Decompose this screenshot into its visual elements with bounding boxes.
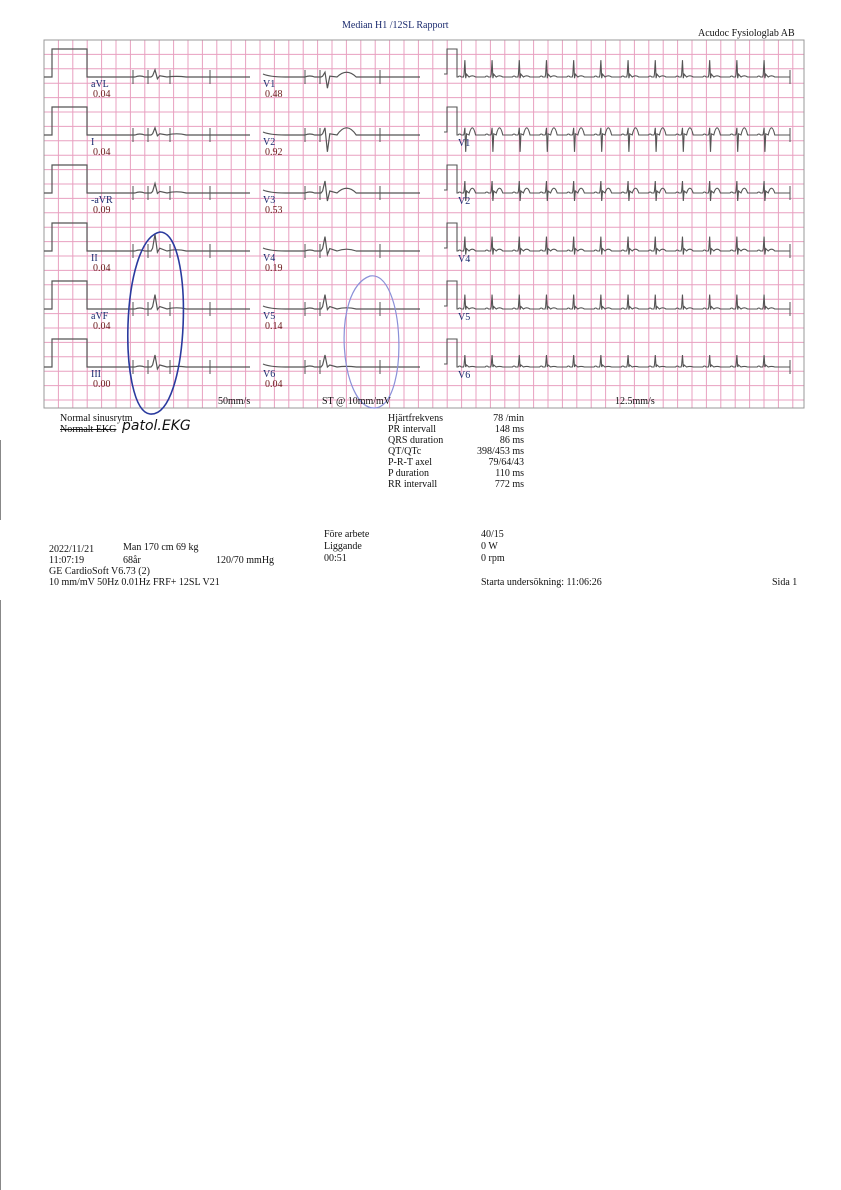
grid-border bbox=[44, 40, 804, 408]
st-value: 0.04 bbox=[93, 321, 111, 332]
st-value: 0.09 bbox=[93, 205, 111, 216]
lead-label: V2 bbox=[263, 137, 276, 148]
rhythm-strip-trace bbox=[444, 49, 790, 78]
exam-start: Starta undersökning: 11:06:26 bbox=[481, 577, 602, 588]
handwritten-note: patol.EKG bbox=[122, 418, 191, 434]
median-speed-label: 50mm/s bbox=[218, 396, 251, 407]
report-title: Median H1 /12SL Rapport bbox=[342, 20, 449, 31]
median-trace-chest bbox=[263, 295, 420, 310]
median-trace-chest bbox=[263, 128, 420, 152]
lead-label: I bbox=[91, 137, 95, 148]
lead-label: aVF bbox=[91, 311, 109, 322]
rhythm-strip-trace bbox=[444, 165, 790, 201]
measurement-label: Hjärtfrekvens bbox=[388, 413, 443, 424]
exam-date: 2022/11/21 bbox=[49, 544, 95, 555]
stage-elapsed: 00:51 bbox=[324, 553, 347, 564]
lead-label: V6 bbox=[263, 369, 276, 380]
filter-settings: 10 mm/mV 50Hz 0.01Hz FRF+ 12SL V21 bbox=[49, 577, 220, 588]
rhythm-lead-label: V6 bbox=[458, 370, 471, 381]
rhythm-lead-label: V5 bbox=[458, 312, 471, 323]
rhythm-lead-label: V1 bbox=[458, 138, 471, 149]
measurement-value: 110 ms bbox=[495, 468, 524, 479]
measurement-label: RR intervall bbox=[388, 479, 438, 490]
rhythm-strip-trace bbox=[444, 339, 790, 367]
software-version: GE CardioSoft V6.73 (2) bbox=[49, 566, 150, 577]
rhythm-lead-label: V4 bbox=[458, 254, 471, 265]
measurement-value: 86 ms bbox=[499, 435, 524, 446]
median-trace-chest bbox=[263, 72, 420, 88]
st-value: 0.53 bbox=[265, 205, 283, 216]
measurement-value: 79/64/43 bbox=[488, 457, 524, 468]
measurement-value: 398/453 ms bbox=[477, 446, 524, 457]
st-value: 0.04 bbox=[93, 147, 111, 158]
measurement-label: P-R-T axel bbox=[388, 457, 432, 468]
st-value: 0.04 bbox=[93, 89, 111, 100]
median-trace-limb bbox=[44, 49, 250, 79]
stage-rpm: 0 rpm bbox=[481, 553, 505, 564]
st-value: 0.14 bbox=[265, 321, 283, 332]
stage-load: 0 W bbox=[481, 541, 498, 552]
median-trace-limb bbox=[44, 107, 250, 136]
median-trace-chest bbox=[263, 237, 420, 255]
blood-pressure: 120/70 mmHg bbox=[216, 555, 275, 566]
lab-name: Acudoc Fysiologlab AB bbox=[698, 28, 795, 39]
st-label: ST @ 10mm/mV bbox=[322, 396, 392, 407]
rhythm-lead-label: V2 bbox=[458, 196, 471, 207]
patient-sex-height-weight: Man 170 cm 69 kg bbox=[123, 542, 199, 553]
scan-edge-mark bbox=[0, 600, 1, 1190]
rhythm-strip-trace bbox=[444, 223, 790, 255]
stage-bp: 40/15 bbox=[481, 529, 504, 540]
interpretation-line1: Normal sinusrytm bbox=[60, 413, 133, 424]
st-value: 0.04 bbox=[93, 263, 111, 274]
measurement-value: 148 ms bbox=[494, 424, 524, 435]
measurement-label: QRS duration bbox=[388, 435, 444, 446]
measurement-value: 78 /min bbox=[493, 413, 524, 424]
measurement-label: QT/QTc bbox=[388, 446, 422, 457]
scan-edge-mark bbox=[0, 440, 1, 520]
ecg-grid bbox=[0, 0, 841, 420]
st-value: 0.00 bbox=[93, 379, 111, 390]
handwritten-circle-limb bbox=[128, 232, 184, 414]
lead-label: V4 bbox=[263, 253, 276, 264]
st-value: 0.04 bbox=[265, 379, 283, 390]
interpretation-struck: Normalt EKG bbox=[60, 424, 117, 435]
patient-age: 68år bbox=[123, 555, 141, 566]
lead-label: V1 bbox=[263, 79, 276, 90]
st-value: 0.19 bbox=[265, 263, 283, 274]
rhythm-strip-trace bbox=[444, 107, 790, 152]
st-value: 0.92 bbox=[265, 147, 283, 158]
st-value: 0.48 bbox=[265, 89, 283, 100]
lead-label: III bbox=[91, 369, 101, 380]
page-number: Sida 1 bbox=[772, 577, 798, 588]
lead-label: -aVR bbox=[91, 195, 113, 206]
exam-time: 11:07:19 bbox=[49, 555, 85, 566]
measurement-value: 772 ms bbox=[494, 479, 524, 490]
median-trace-limb bbox=[44, 339, 250, 369]
stage-position: Liggande bbox=[324, 541, 362, 552]
rhythm-speed-label: 12.5mm/s bbox=[615, 396, 655, 407]
stage-phase: Före arbete bbox=[324, 529, 370, 540]
lead-label: V3 bbox=[263, 195, 276, 206]
measurement-label: PR intervall bbox=[388, 424, 437, 435]
lead-label: II bbox=[91, 253, 98, 264]
measurement-label: P duration bbox=[388, 468, 430, 479]
lead-label: aVL bbox=[91, 79, 109, 90]
lead-label: V5 bbox=[263, 311, 276, 322]
